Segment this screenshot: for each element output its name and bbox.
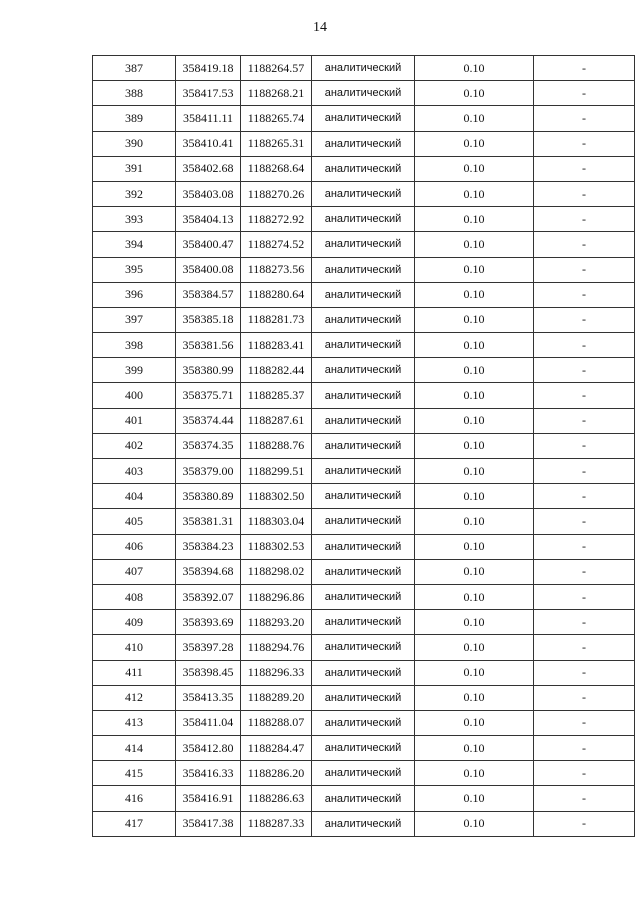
y-coordinate-cell: 1188285.37 xyxy=(241,383,312,408)
description-cell: - xyxy=(534,484,635,509)
accuracy-cell: 0.10 xyxy=(415,156,534,181)
x-coordinate-cell: 358380.89 xyxy=(176,484,241,509)
table-row xyxy=(93,106,635,131)
point-number-cell: 410 xyxy=(93,635,176,660)
accuracy-cell: 0.10 xyxy=(415,383,534,408)
table-row xyxy=(93,56,635,81)
x-coordinate-cell: 358403.08 xyxy=(176,181,241,206)
accuracy-cell: 0.10 xyxy=(415,106,534,131)
method-cell: аналитический xyxy=(312,131,415,156)
method-cell: аналитический xyxy=(312,484,415,509)
description-cell: - xyxy=(534,358,635,383)
point-number-cell: 415 xyxy=(93,761,176,786)
method-cell: аналитический xyxy=(312,106,415,131)
x-coordinate-cell: 358402.68 xyxy=(176,156,241,181)
table-row xyxy=(93,459,635,484)
description-cell: - xyxy=(534,811,635,836)
method-cell: аналитический xyxy=(312,584,415,609)
table-row xyxy=(93,257,635,282)
table-row xyxy=(93,635,635,660)
method-cell: аналитический xyxy=(312,635,415,660)
y-coordinate-cell: 1188293.20 xyxy=(241,610,312,635)
y-coordinate-cell: 1188284.47 xyxy=(241,736,312,761)
method-cell: аналитический xyxy=(312,307,415,332)
x-coordinate-cell: 358412.80 xyxy=(176,736,241,761)
accuracy-cell: 0.10 xyxy=(415,484,534,509)
x-coordinate-cell: 358416.91 xyxy=(176,786,241,811)
accuracy-cell: 0.10 xyxy=(415,811,534,836)
method-cell: аналитический xyxy=(312,660,415,685)
accuracy-cell: 0.10 xyxy=(415,610,534,635)
table-row xyxy=(93,710,635,735)
point-number-cell: 408 xyxy=(93,584,176,609)
method-cell: аналитический xyxy=(312,156,415,181)
table-row xyxy=(93,333,635,358)
y-coordinate-cell: 1188288.76 xyxy=(241,433,312,458)
x-coordinate-cell: 358411.11 xyxy=(176,106,241,131)
table-row xyxy=(93,786,635,811)
accuracy-cell: 0.10 xyxy=(415,131,534,156)
description-cell: - xyxy=(534,509,635,534)
accuracy-cell: 0.10 xyxy=(415,761,534,786)
accuracy-cell: 0.10 xyxy=(415,660,534,685)
y-coordinate-cell: 1188281.73 xyxy=(241,307,312,332)
point-number-cell: 389 xyxy=(93,106,176,131)
x-coordinate-cell: 358417.38 xyxy=(176,811,241,836)
point-number-cell: 406 xyxy=(93,534,176,559)
method-cell: аналитический xyxy=(312,433,415,458)
point-number-cell: 413 xyxy=(93,710,176,735)
y-coordinate-cell: 1188288.07 xyxy=(241,710,312,735)
table-row xyxy=(93,484,635,509)
y-coordinate-cell: 1188287.33 xyxy=(241,811,312,836)
point-number-cell: 396 xyxy=(93,282,176,307)
point-number-cell: 404 xyxy=(93,484,176,509)
description-cell: - xyxy=(534,736,635,761)
description-cell: - xyxy=(534,131,635,156)
y-coordinate-cell: 1188273.56 xyxy=(241,257,312,282)
table-row xyxy=(93,156,635,181)
x-coordinate-cell: 358404.13 xyxy=(176,207,241,232)
method-cell: аналитический xyxy=(312,81,415,106)
x-coordinate-cell: 358417.53 xyxy=(176,81,241,106)
accuracy-cell: 0.10 xyxy=(415,509,534,534)
y-coordinate-cell: 1188296.86 xyxy=(241,584,312,609)
description-cell: - xyxy=(534,307,635,332)
method-cell: аналитический xyxy=(312,282,415,307)
accuracy-cell: 0.10 xyxy=(415,559,534,584)
x-coordinate-cell: 358400.08 xyxy=(176,257,241,282)
y-coordinate-cell: 1188272.92 xyxy=(241,207,312,232)
table-row xyxy=(93,358,635,383)
description-cell: - xyxy=(534,433,635,458)
table-row xyxy=(93,736,635,761)
method-cell: аналитический xyxy=(312,459,415,484)
description-cell: - xyxy=(534,635,635,660)
x-coordinate-cell: 358384.23 xyxy=(176,534,241,559)
x-coordinate-cell: 358375.71 xyxy=(176,383,241,408)
y-coordinate-cell: 1188283.41 xyxy=(241,333,312,358)
point-number-cell: 397 xyxy=(93,307,176,332)
method-cell: аналитический xyxy=(312,761,415,786)
y-coordinate-cell: 1188298.02 xyxy=(241,559,312,584)
table-row xyxy=(93,584,635,609)
point-number-cell: 387 xyxy=(93,56,176,81)
x-coordinate-cell: 358385.18 xyxy=(176,307,241,332)
accuracy-cell: 0.10 xyxy=(415,307,534,332)
x-coordinate-cell: 358416.33 xyxy=(176,761,241,786)
description-cell: - xyxy=(534,459,635,484)
y-coordinate-cell: 1188286.20 xyxy=(241,761,312,786)
accuracy-cell: 0.10 xyxy=(415,685,534,710)
method-cell: аналитический xyxy=(312,685,415,710)
description-cell: - xyxy=(534,408,635,433)
point-number-cell: 411 xyxy=(93,660,176,685)
method-cell: аналитический xyxy=(312,358,415,383)
description-cell: - xyxy=(534,559,635,584)
x-coordinate-cell: 358419.18 xyxy=(176,56,241,81)
method-cell: аналитический xyxy=(312,811,415,836)
table-row xyxy=(93,207,635,232)
point-number-cell: 398 xyxy=(93,333,176,358)
x-coordinate-cell: 358381.56 xyxy=(176,333,241,358)
y-coordinate-cell: 1188299.51 xyxy=(241,459,312,484)
method-cell: аналитический xyxy=(312,736,415,761)
description-cell: - xyxy=(534,232,635,257)
y-coordinate-cell: 1188268.21 xyxy=(241,81,312,106)
x-coordinate-cell: 358379.00 xyxy=(176,459,241,484)
method-cell: аналитический xyxy=(312,181,415,206)
y-coordinate-cell: 1188302.50 xyxy=(241,484,312,509)
x-coordinate-cell: 358381.31 xyxy=(176,509,241,534)
accuracy-cell: 0.10 xyxy=(415,232,534,257)
point-number-cell: 414 xyxy=(93,736,176,761)
description-cell: - xyxy=(534,81,635,106)
accuracy-cell: 0.10 xyxy=(415,56,534,81)
table-row xyxy=(93,509,635,534)
y-coordinate-cell: 1188264.57 xyxy=(241,56,312,81)
y-coordinate-cell: 1188303.04 xyxy=(241,509,312,534)
x-coordinate-cell: 358392.07 xyxy=(176,584,241,609)
table-row xyxy=(93,433,635,458)
point-number-cell: 412 xyxy=(93,685,176,710)
description-cell: - xyxy=(534,786,635,811)
accuracy-cell: 0.10 xyxy=(415,358,534,383)
accuracy-cell: 0.10 xyxy=(415,181,534,206)
description-cell: - xyxy=(534,383,635,408)
table-row xyxy=(93,408,635,433)
y-coordinate-cell: 1188268.64 xyxy=(241,156,312,181)
method-cell: аналитический xyxy=(312,257,415,282)
method-cell: аналитический xyxy=(312,786,415,811)
table-row xyxy=(93,282,635,307)
description-cell: - xyxy=(534,207,635,232)
point-number-cell: 393 xyxy=(93,207,176,232)
table-row xyxy=(93,307,635,332)
y-coordinate-cell: 1188265.74 xyxy=(241,106,312,131)
y-coordinate-cell: 1188286.63 xyxy=(241,786,312,811)
description-cell: - xyxy=(534,761,635,786)
x-coordinate-cell: 358397.28 xyxy=(176,635,241,660)
point-number-cell: 392 xyxy=(93,181,176,206)
method-cell: аналитический xyxy=(312,710,415,735)
method-cell: аналитический xyxy=(312,610,415,635)
method-cell: аналитический xyxy=(312,207,415,232)
accuracy-cell: 0.10 xyxy=(415,534,534,559)
y-coordinate-cell: 1188265.31 xyxy=(241,131,312,156)
accuracy-cell: 0.10 xyxy=(415,433,534,458)
method-cell: аналитический xyxy=(312,509,415,534)
y-coordinate-cell: 1188270.26 xyxy=(241,181,312,206)
accuracy-cell: 0.10 xyxy=(415,257,534,282)
point-number-cell: 416 xyxy=(93,786,176,811)
table-body xyxy=(93,56,635,837)
description-cell: - xyxy=(534,106,635,131)
description-cell: - xyxy=(534,660,635,685)
description-cell: - xyxy=(534,257,635,282)
table-row xyxy=(93,811,635,836)
y-coordinate-cell: 1188302.53 xyxy=(241,534,312,559)
y-coordinate-cell: 1188289.20 xyxy=(241,685,312,710)
x-coordinate-cell: 358393.69 xyxy=(176,610,241,635)
point-number-cell: 403 xyxy=(93,459,176,484)
x-coordinate-cell: 358398.45 xyxy=(176,660,241,685)
description-cell: - xyxy=(534,584,635,609)
x-coordinate-cell: 358394.68 xyxy=(176,559,241,584)
point-number-cell: 395 xyxy=(93,257,176,282)
accuracy-cell: 0.10 xyxy=(415,333,534,358)
point-number-cell: 402 xyxy=(93,433,176,458)
method-cell: аналитический xyxy=(312,534,415,559)
description-cell: - xyxy=(534,710,635,735)
table-row xyxy=(93,181,635,206)
table-row xyxy=(93,534,635,559)
method-cell: аналитический xyxy=(312,232,415,257)
point-number-cell: 405 xyxy=(93,509,176,534)
accuracy-cell: 0.10 xyxy=(415,584,534,609)
point-number-cell: 401 xyxy=(93,408,176,433)
y-coordinate-cell: 1188287.61 xyxy=(241,408,312,433)
description-cell: - xyxy=(534,282,635,307)
point-number-cell: 417 xyxy=(93,811,176,836)
y-coordinate-cell: 1188294.76 xyxy=(241,635,312,660)
y-coordinate-cell: 1188296.33 xyxy=(241,660,312,685)
table-row xyxy=(93,685,635,710)
table-row xyxy=(93,81,635,106)
x-coordinate-cell: 358384.57 xyxy=(176,282,241,307)
page-number: 14 xyxy=(313,20,327,35)
x-coordinate-cell: 358380.99 xyxy=(176,358,241,383)
table-row xyxy=(93,610,635,635)
table-row xyxy=(93,232,635,257)
coordinates-table xyxy=(92,55,635,837)
x-coordinate-cell: 358413.35 xyxy=(176,685,241,710)
point-number-cell: 388 xyxy=(93,81,176,106)
method-cell: аналитический xyxy=(312,559,415,584)
accuracy-cell: 0.10 xyxy=(415,282,534,307)
table-row xyxy=(93,660,635,685)
method-cell: аналитический xyxy=(312,56,415,81)
table-row xyxy=(93,559,635,584)
y-coordinate-cell: 1188274.52 xyxy=(241,232,312,257)
x-coordinate-cell: 358374.35 xyxy=(176,433,241,458)
y-coordinate-cell: 1188280.64 xyxy=(241,282,312,307)
description-cell: - xyxy=(534,333,635,358)
x-coordinate-cell: 358411.04 xyxy=(176,710,241,735)
accuracy-cell: 0.10 xyxy=(415,635,534,660)
accuracy-cell: 0.10 xyxy=(415,207,534,232)
accuracy-cell: 0.10 xyxy=(415,786,534,811)
point-number-cell: 391 xyxy=(93,156,176,181)
accuracy-cell: 0.10 xyxy=(415,710,534,735)
y-coordinate-cell: 1188282.44 xyxy=(241,358,312,383)
x-coordinate-cell: 358400.47 xyxy=(176,232,241,257)
point-number-cell: 399 xyxy=(93,358,176,383)
point-number-cell: 407 xyxy=(93,559,176,584)
accuracy-cell: 0.10 xyxy=(415,408,534,433)
accuracy-cell: 0.10 xyxy=(415,459,534,484)
point-number-cell: 409 xyxy=(93,610,176,635)
method-cell: аналитический xyxy=(312,383,415,408)
description-cell: - xyxy=(534,685,635,710)
description-cell: - xyxy=(534,56,635,81)
point-number-cell: 390 xyxy=(93,131,176,156)
description-cell: - xyxy=(534,610,635,635)
x-coordinate-cell: 358374.44 xyxy=(176,408,241,433)
point-number-cell: 400 xyxy=(93,383,176,408)
description-cell: - xyxy=(534,534,635,559)
method-cell: аналитический xyxy=(312,408,415,433)
point-number-cell: 394 xyxy=(93,232,176,257)
method-cell: аналитический xyxy=(312,333,415,358)
table-row xyxy=(93,131,635,156)
accuracy-cell: 0.10 xyxy=(415,81,534,106)
description-cell: - xyxy=(534,181,635,206)
x-coordinate-cell: 358410.41 xyxy=(176,131,241,156)
table-row xyxy=(93,383,635,408)
description-cell: - xyxy=(534,156,635,181)
accuracy-cell: 0.10 xyxy=(415,736,534,761)
table-row xyxy=(93,761,635,786)
